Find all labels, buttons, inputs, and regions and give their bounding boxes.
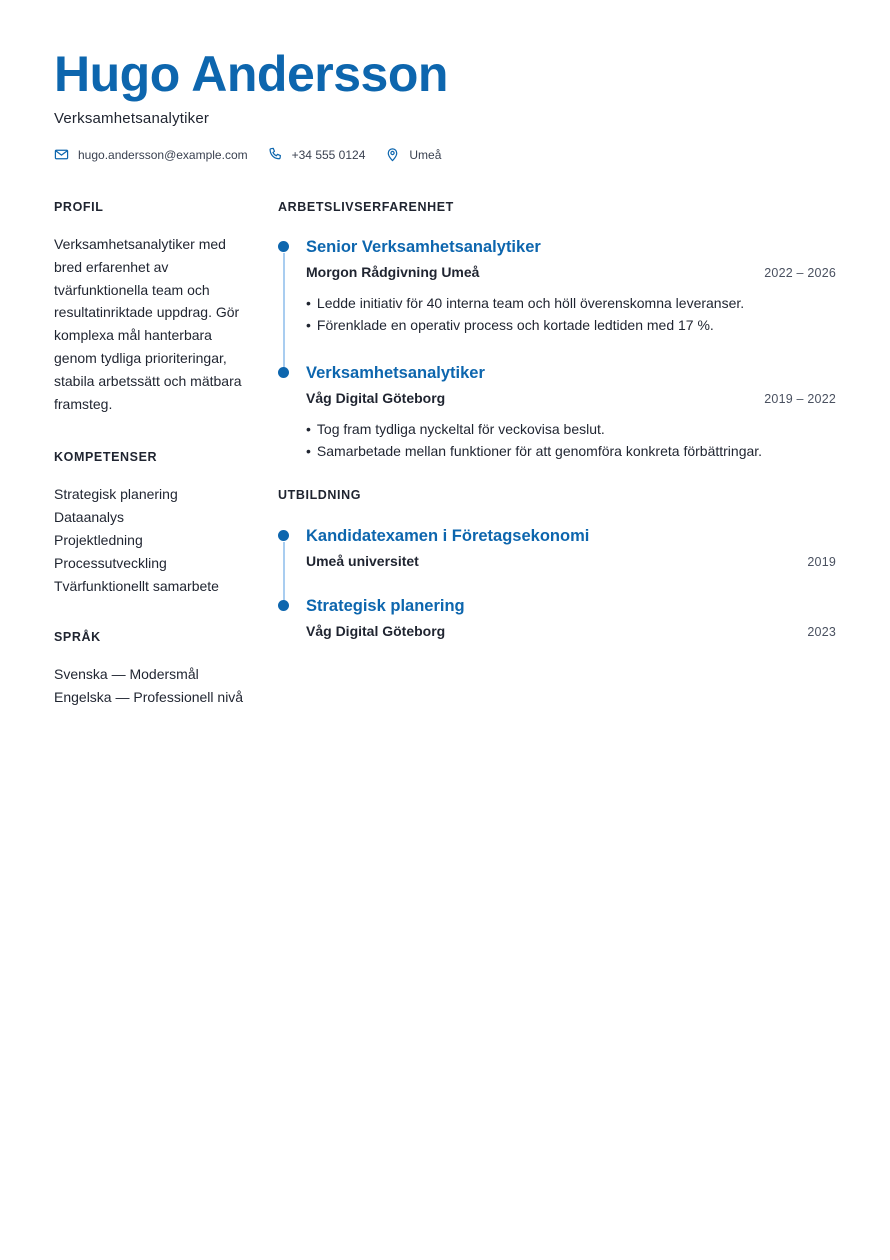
mail-icon	[54, 147, 69, 162]
experience-heading: ARBETSLIVSERFARENHET	[278, 200, 454, 214]
language-item: Svenska — Modersmål	[54, 666, 199, 683]
timeline-dot	[278, 241, 289, 252]
job-dates: 2019 – 2022	[764, 392, 836, 406]
degree-title: Strategisk planering	[306, 597, 465, 615]
experience-entry	[278, 237, 836, 336]
job-dates: 2022 – 2026	[764, 266, 836, 280]
education-timeline	[278, 526, 836, 639]
language-item: Engelska — Professionell nivå	[54, 689, 244, 706]
skill-item: Projektledning	[54, 532, 143, 549]
job-bullet: • Samarbetade mellan funktioner för att genomföra konkreta förbättringar.	[306, 440, 836, 462]
job-title: Verksamhetsanalytiker	[306, 364, 485, 382]
email-text: hugo.andersson@example.com	[78, 147, 248, 162]
contact-email[interactable]	[54, 147, 248, 162]
skills-list	[54, 483, 244, 598]
education-year: 2019	[807, 555, 836, 569]
experience-entry	[278, 363, 836, 462]
skill-item: Processutveckling	[54, 555, 167, 572]
location-pin-icon	[385, 147, 400, 162]
degree-title: Kandidatexamen i Företagsekonomi	[306, 527, 590, 545]
contact-bar	[54, 147, 461, 162]
job-company: Våg Digital Göteborg	[306, 390, 446, 406]
timeline-dot	[278, 600, 289, 611]
school-name: Våg Digital Göteborg	[306, 623, 446, 639]
education-year: 2023	[807, 625, 836, 639]
school-name: Umeå universitet	[306, 553, 419, 569]
education-entry	[278, 526, 836, 569]
education-meta	[306, 623, 836, 639]
contact-location	[385, 147, 441, 162]
phone-icon	[268, 147, 283, 162]
location-text: Umeå	[409, 147, 442, 162]
job-meta	[306, 390, 836, 406]
languages-heading: SPRÅK	[54, 630, 101, 645]
job-bullet: • Tog fram tydliga nyckeltal för veckovisa beslut.	[306, 418, 836, 440]
education-meta	[306, 553, 836, 569]
candidate-name: Hugo Andersson	[54, 46, 448, 102]
timeline-dot	[278, 367, 289, 378]
job-bullet: • Förenklade en operativ process och kortade ledtiden med 17 %.	[306, 314, 836, 336]
education-entry	[278, 596, 836, 639]
job-bullet: • Ledde initiativ för 40 interna team och höll överenskomna leveranser.	[306, 292, 836, 314]
phone-text: +34 555 0124	[291, 147, 366, 162]
job-company: Morgon Rådgivning Umeå	[306, 264, 480, 280]
candidate-role: Verksamhetsanalytiker	[54, 110, 210, 127]
languages-list	[54, 663, 244, 709]
job-meta	[306, 264, 836, 280]
skill-item: Tvärfunktionellt samarbete	[54, 578, 219, 595]
skills-heading: KOMPETENSER	[54, 450, 158, 465]
profile-text: Verksamhetsanalytiker med bred erfarenhet av tvärfunktionella team och resultatinriktade uppdrag. Gör komplexa mål hanterbara genom tydliga prioriteringar, stabila arbetssätt och mätbara framsteg.	[54, 236, 242, 412]
job-bullets	[306, 292, 836, 336]
timeline-dot	[278, 530, 289, 541]
experience-timeline	[278, 237, 836, 462]
skill-item: Dataanalys	[54, 509, 125, 526]
contact-phone[interactable]	[268, 147, 366, 162]
education-heading: UTBILDNING	[278, 488, 362, 502]
job-bullets	[306, 418, 836, 462]
sidebar	[54, 200, 244, 741]
profile-heading: PROFIL	[54, 200, 104, 214]
job-title: Senior Verksamhetsanalytiker	[306, 238, 541, 256]
skill-item: Strategisk planering	[54, 486, 178, 503]
main-content	[278, 200, 836, 665]
